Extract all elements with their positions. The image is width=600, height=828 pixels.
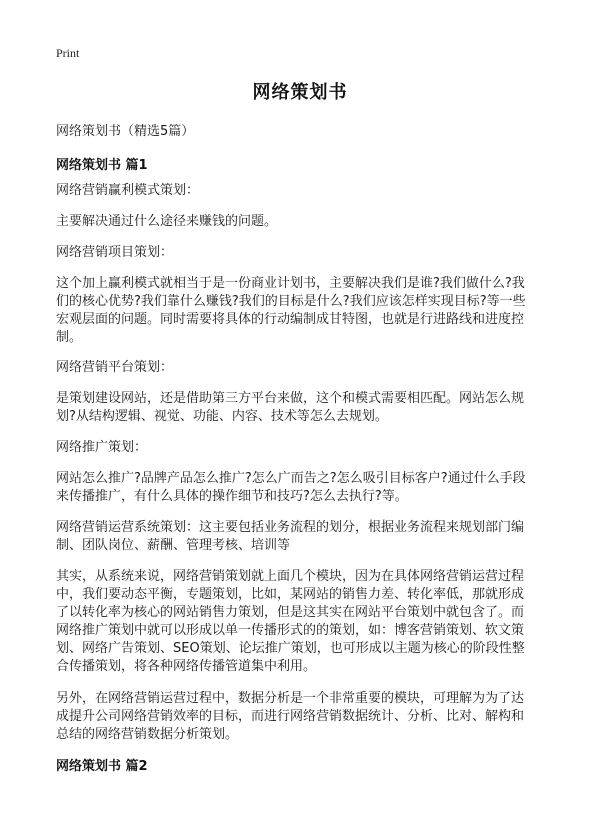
paragraph-10 — [56, 568, 554, 676]
paragraph-line: 们的核心优势?我们靠什么赚钱?我们的目标是什么?我们应该怎样实现目标?等一些 — [56, 294, 526, 309]
paragraph-line: 制、团队岗位、薪酬、管理考核、培训等 — [56, 538, 291, 553]
paragraph-9 — [56, 519, 554, 555]
paragraph-3: 网络营销项目策划： — [56, 245, 174, 260]
paragraph-line: 中，我们要动态平衡，专题策划，比如，某网站的销售力差、转化率低，那就形成 — [56, 587, 525, 602]
paragraph-line: 划?从结构逻辑、视觉、功能、内容、技术等怎么去规划。 — [56, 409, 388, 424]
paragraph-line: 合传播策划，将各种网络传播管道集中利用。 — [56, 659, 317, 674]
paragraph-8 — [56, 470, 554, 506]
paragraph-line: 网站怎么推广?品牌产品怎么推广?怎么广而告之?怎么吸引目标客户?通过什么手段 — [56, 471, 526, 486]
paragraph-line: 来传播推广，有什么具体的操作细节和技巧?怎么去执行?等。 — [56, 489, 408, 504]
paragraph-line: 制。 — [56, 330, 83, 345]
paragraph-line: 总结的网络营销数据分析策划。 — [56, 727, 239, 742]
paragraph-line: 宏观层面的问题。同时需要将具体的行动编制成甘特图，也就是行进路线和进度控 — [56, 312, 525, 327]
paragraph-5: 网络营销平台策划： — [56, 360, 174, 375]
print-label[interactable]: Print — [56, 46, 80, 60]
page-title: 网络策划书 — [252, 82, 348, 103]
section-heading-1: 网络策划书 篇1 — [56, 158, 148, 173]
paragraph-4 — [56, 275, 554, 347]
paragraph-line: 网络营销运营系统策划：这主要包括业务流程的划分，根据业务流程来规划部门编 — [56, 520, 525, 535]
paragraph-line: 是策划建设网站，还是借助第三方平台来做，这个和模式需要相匹配。网站怎么规 — [56, 391, 525, 406]
paragraph-1: 网络营销赢利模式策划： — [56, 183, 200, 198]
paragraph-line: 网络推广策划中就可以形成以单一传播形式的的策划，如：博客营销策划、软文策 — [56, 623, 525, 638]
subtitle: 网络策划书（精选5篇） — [56, 124, 195, 139]
paragraph-line: 另外，在网络营销运营过程中，数据分析是一个非常重要的模块，可理解为为了达 — [56, 691, 525, 706]
paragraph-11 — [56, 690, 554, 744]
paragraph-line: 划、网络广告策划、SEO策划、论坛推广策划，也可形成以主题为核心的阶段性整 — [56, 641, 525, 656]
paragraph-line: 成提升公司网络营销效率的目标，而进行网络营销数据统计、分析、比对、解构和 — [56, 709, 525, 724]
paragraph-7: 网络推广策划： — [56, 440, 148, 455]
section-heading-2: 网络策划书 篇2 — [56, 759, 148, 774]
paragraph-2: 主要解决通过什么途径来赚钱的问题。 — [56, 214, 278, 229]
paragraph-line: 了以转化率为核心的网站销售力策划，但是这其实在网站平台策划中就包含了。而 — [56, 605, 525, 620]
paragraph-6 — [56, 390, 554, 426]
paragraph-line: 这个加上赢利模式就相当于是一份商业计划书，主要解决我们是谁?我们做什么?我 — [56, 276, 525, 291]
paragraph-line: 其实，从系统来说，网络营销策划就上面几个模块，因为在具体网络营销运营过程 — [56, 569, 525, 584]
